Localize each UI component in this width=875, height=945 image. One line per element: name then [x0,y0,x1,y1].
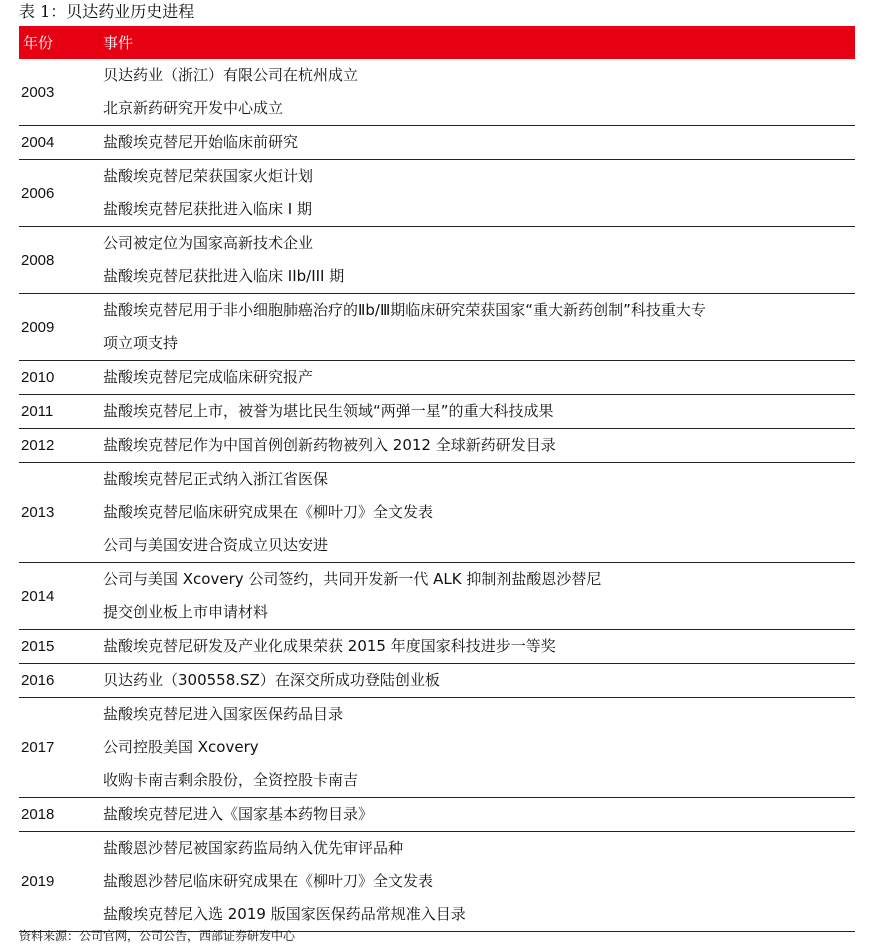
header-year: 年份 [23,34,54,52]
event-line: 盐酸埃克替尼获批进入临床 I 期 [103,200,312,218]
event-line: 项立项支持 [103,334,179,352]
row-events [103,59,855,125]
event-line: 盐酸埃克替尼荣获国家火炬计划 [103,167,314,185]
row-events [103,563,855,629]
event-line: 盐酸埃克替尼用于非小细胞肺癌治疗的Ⅱb/Ⅲ期临床研究荣获国家“重大新药创制”科技重大专 [103,301,706,319]
table-row [19,798,855,832]
event-line: 公司被定位为国家高新技术企业 [103,234,314,252]
row-events [103,160,855,226]
table-row [19,227,855,294]
row-events [103,361,855,394]
table-row [19,832,855,932]
event-line: 提交创业板上市申请材料 [103,603,269,621]
event-line: 盐酸恩沙替尼临床研究成果在《柳叶刀》全文发表 [103,872,434,890]
event-line: 盐酸埃克替尼进入国家医保药品目录 [103,705,344,723]
event-line: 盐酸埃克替尼上市，被誉为堪比民生领域“两弹一星”的重大科技成果 [103,402,554,420]
event-line: 盐酸埃克替尼进入《国家基本药物目录》 [103,805,374,823]
table-row [19,463,855,563]
row-year: 2016 [21,672,55,689]
event-line: 北京新药研究开发中心成立 [103,99,284,117]
event-line: 盐酸埃克替尼入选 2019 版国家医保药品常规准入目录 [103,905,466,923]
event-line: 盐酸埃克替尼获批进入临床 IIb/III 期 [103,267,345,285]
row-year: 2018 [21,806,55,823]
event-line: 盐酸埃克替尼作为中国首例创新药物被列入 2012 全球新药研发目录 [103,436,556,454]
table-row [19,361,855,395]
row-events [103,798,855,831]
event-line: 盐酸埃克替尼研发及产业化成果荣获 2015 年度国家科技进步一等奖 [103,637,556,655]
event-line: 盐酸埃克替尼正式纳入浙江省医保 [103,470,329,488]
row-year: 2003 [21,83,55,101]
table-row [19,664,855,698]
table-header [19,26,855,59]
row-year: 2019 [21,873,55,890]
table-row [19,698,855,798]
table-row [19,395,855,429]
row-events [103,630,855,663]
row-events [103,664,855,697]
table-row [19,563,855,630]
table-body [19,59,855,932]
row-year: 2010 [21,369,55,386]
source-note: 资料来源：公司官网，公司公告，西部证券研发中心 [19,929,296,943]
event-line: 收购卡南吉剩余股份，全资控股卡南吉 [103,771,359,789]
event-line: 公司与美国 Xcovery 公司签约，共同开发新一代 ALK 抑制剂盐酸恩沙替尼 [103,570,602,588]
row-events [103,294,855,360]
row-events [103,698,855,797]
row-year: 2012 [21,437,55,454]
row-events [103,227,855,293]
row-year: 2017 [21,739,55,756]
row-year: 2008 [21,251,55,269]
row-year: 2013 [21,504,55,521]
event-line: 公司与美国安进合资成立贝达安进 [103,536,329,554]
table-row [19,294,855,361]
event-line: 贝达药业（浙江）有限公司在杭州成立 [103,66,359,84]
header-event: 事件 [103,34,134,52]
event-line: 贝达药业（300558.SZ）在深交所成功登陆创业板 [103,671,440,689]
table-row [19,59,855,126]
history-table [19,26,855,932]
table-row [19,630,855,664]
event-line: 公司控股美国 Xcovery [103,738,259,756]
table-row [19,429,855,463]
row-year: 2011 [21,403,54,420]
row-year: 2015 [21,638,55,655]
row-year: 2006 [21,184,55,202]
event-line: 盐酸恩沙替尼被国家药监局纳入优先审评品种 [103,839,404,857]
event-line: 盐酸埃克替尼开始临床前研究 [103,133,299,151]
table-caption: 表 1：贝达药业历史进程 [19,2,195,21]
row-events [103,395,855,428]
row-events [103,463,855,562]
event-line: 盐酸埃克替尼临床研究成果在《柳叶刀》全文发表 [103,503,434,521]
row-year: 2014 [21,587,55,605]
row-events [103,126,855,159]
table-row [19,126,855,160]
row-year: 2009 [21,318,55,336]
row-events [103,832,855,931]
table-row [19,160,855,227]
event-line: 盐酸埃克替尼完成临床研究报产 [103,368,314,386]
row-events [103,429,855,462]
row-year: 2004 [21,134,55,151]
